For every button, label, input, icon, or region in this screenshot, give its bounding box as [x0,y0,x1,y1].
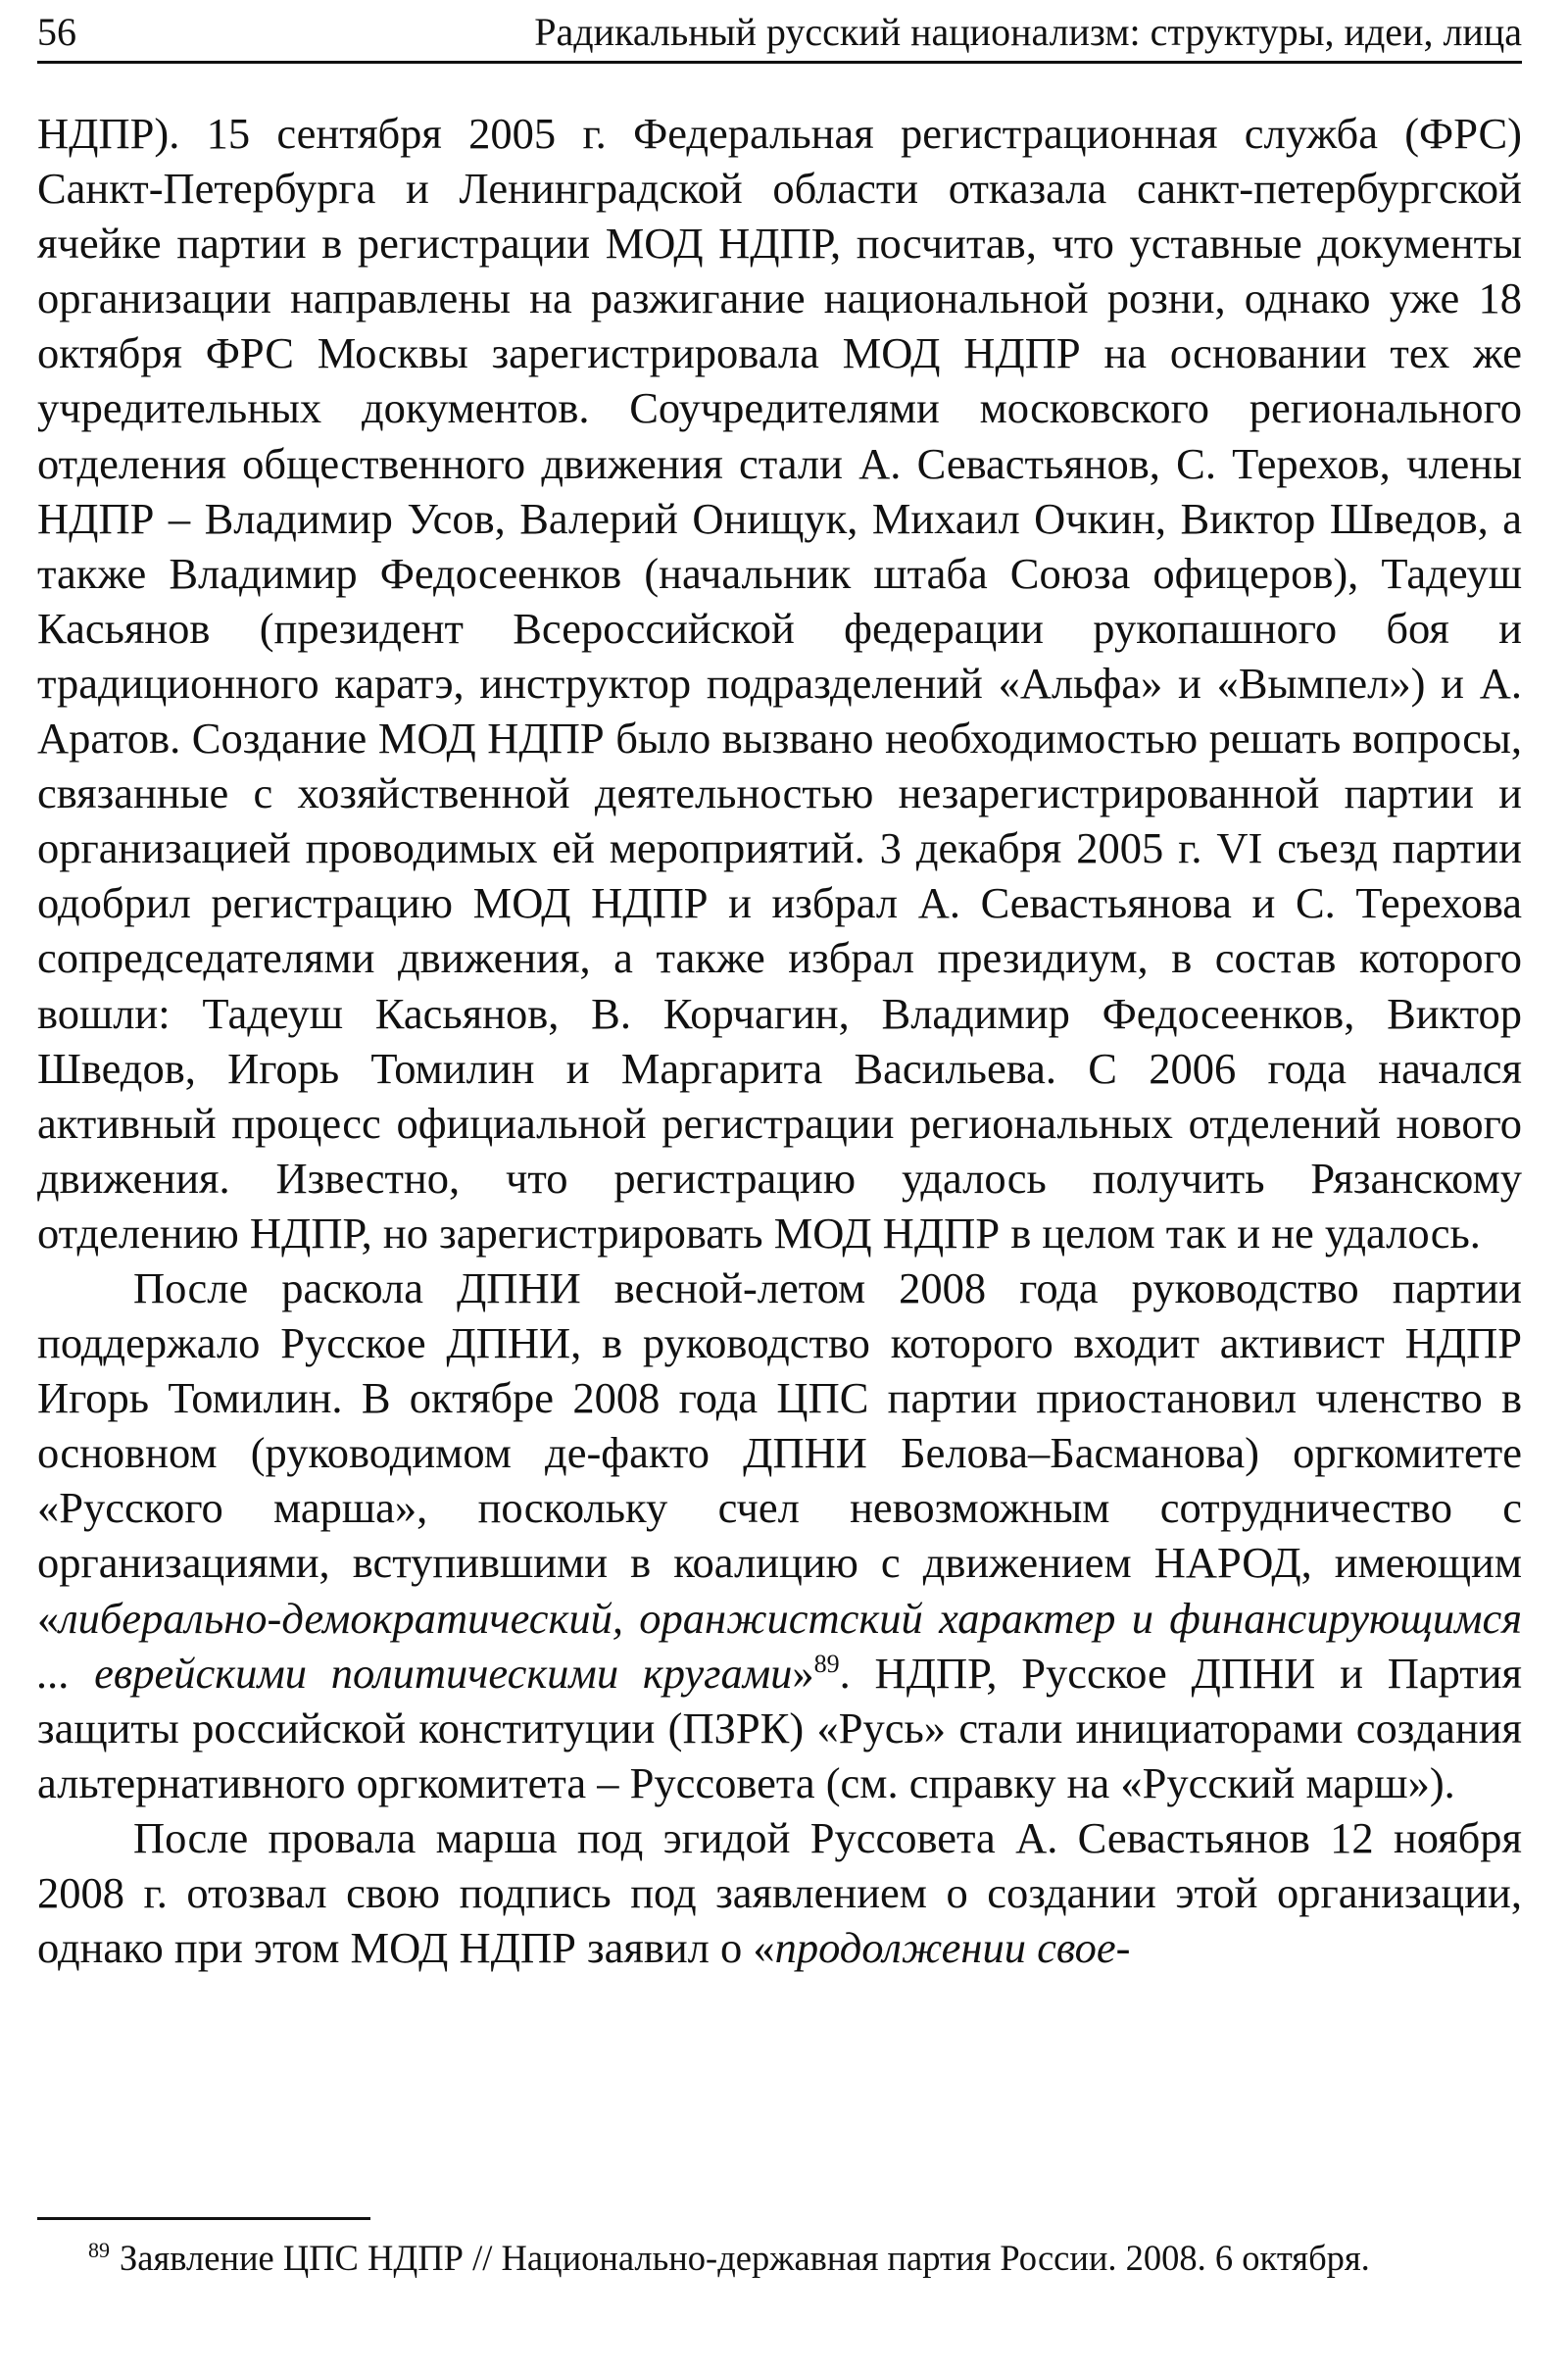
footnote-number: 89 [88,2237,110,2262]
footnote [37,2235,1522,2282]
paragraph-3-quote: продолжении свое- [774,1923,1131,1973]
running-title: Радикальный русский национализм: структуры, идеи, лица [534,10,1522,54]
main-text [37,106,1522,1975]
page-header [37,4,1522,61]
paragraph-2-quote: либерально-демократический, оранжистский характер и финансирующимся ... еврейскими политическими кругами [37,1593,1522,1698]
book-page [37,0,1527,2370]
footnote-text: Заявление ЦПС НДПР // Национально-державная партия России. 2008. 6 октября. [120,2238,1370,2278]
paragraph-2-text-after: . НДПР, Русское ДПНИ и Партия защиты российской конституции (ПЗРК) «Русь» стали инициаторами создания альтернативного оргкомитета – Руссовета (см. справку на «Русский марш»). [37,1648,1522,1807]
paragraph-2 [37,1260,1522,1810]
paragraph-2-quote-close: » [792,1648,814,1698]
paragraph-1-text: НДПР). 15 сентября 2005 г. Федеральная регистрационная служба (ФРС) Санкт-Петербурга и Ленинградской области отказала санкт-петербургской ячейке партии в регистрации МОД НДПР, посчитав, что уставные документы организации направлены на разжигание национальной розни, однако уже 18 октября ФРС Москвы зарегистрировала МОД НДПР на основании тех же учредительных документов. Соучредителями московского регионального отделения общественного движения стали А. Севастьянов, С. Терехов, члены НДПР – Владимир Усов, Валерий Онищук, Михаил Очкин, Виктор Шведов, а также Владимир Федосеенков (начальник штаба Союза офицеров), Тадеуш Касьянов (президент Всероссийской федерации рукопашного боя и традиционного каратэ, инструктор подразделений «Альфа» и «Вымпел») и А. Аратов. Создание МОД НДПР было вызвано необходимостью решать вопросы, связанные с хозяйственной деятельностью незарегистрированной партии и организацией проводимых ей мероприятий. 3 декабря 2005 г. VI съезд партии одобрил регистрацию МОД НДПР и избрал А. Севастьянова и С. Терехова сопредседателями движения, а также избрал президиум, в состав которого вошли: Тадеуш Касьянов, В. Корчагин, Владимир Федосеенков, Виктор Шведов, Игорь Томилин и Маргарита Васильева. С 2006 года начался активный процесс официальной регистрации региональных отделений нового движения. Известно, что регистрацию удалось получить Рязанскому отделению НДПР, но зарегистрировать МОД НДПР в целом так и не удалось. [37,109,1522,1258]
paragraph-1 [37,106,1522,1260]
paragraph-3 [37,1810,1522,1975]
footnote-reference[interactable]: 89 [813,1649,840,1678]
footnote-rule [37,2217,370,2220]
paragraph-3-text-before: После провала марша под эгидой Руссовета А. Севастьянов 12 ноября 2008 г. отозвал свою подпись под заявлением о создании этой организации, однако при этом МОД НДПР заявил о « [37,1812,1522,1973]
page-number: 56 [37,10,76,54]
paragraph-2-text-before: После раскола ДПНИ весной-летом 2008 года руководство партии поддержало Русское ДПНИ, в руководство которого входит активист НДПР Игорь Томилин. В октябре 2008 года ЦПС партии приостановил членство в основном (руководимом де-факто ДПНИ Белова–Басманова) оргкомитете «Русского марша», поскольку счел невозможным сотрудничество с организациями, вступившими в коалицию с движением НАРОД, имеющим « [37,1262,1522,1643]
header-rule [37,61,1522,64]
